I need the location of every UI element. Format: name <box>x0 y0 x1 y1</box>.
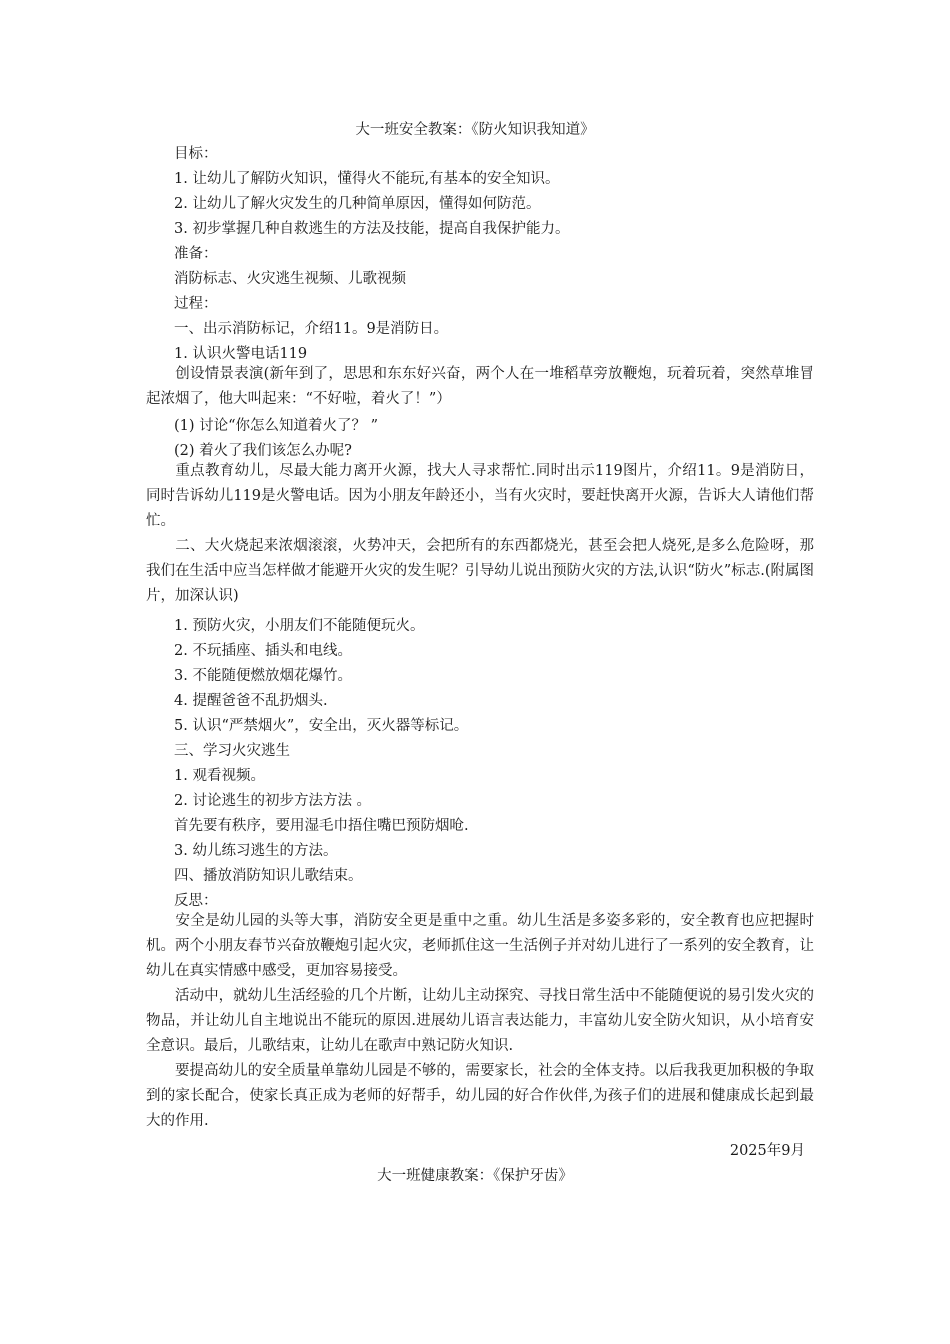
section-heading-1: 一、出示消防标记，介绍11。9是消防日。 <box>174 321 449 337</box>
goal-item: 1. 让幼儿了解防火知识，懂得火不能玩,有基本的安全知识。 <box>174 171 560 187</box>
list-item: 5. 认识“严禁烟火”，安全出，灭火器等标记。 <box>174 718 469 734</box>
scene-paragraph <box>146 362 814 412</box>
goal-item: 2. 让幼儿了解火灾发生的几种简单原因，懂得如何防范。 <box>174 196 541 212</box>
prep-text: 消防标志、火灾逃生视频、儿歌视频 <box>174 271 406 287</box>
reflection-text: 活动中，就幼儿生活经验的几个片断，让幼儿主动探究、寻找日常生活中不能随便说的易引发火灾的物品，并让幼儿自主地说出不能玩的原因.进展幼儿语言表达能力，丰富幼儿安全防火知识，从小培育安全意识。最后，儿歌结束，让幼儿在歌声中熟记防火知识. <box>146 988 814 1054</box>
section-2-text: 二、大火烧起来浓烟滚滚，火势冲天，会把所有的东西都烧光，甚至会把人烧死,是多么危险呀，那我们在生活中应当怎样做才能避开火灾的发生呢？引导幼儿说出预防火灾的方法,认识“防火”标志.(附属图片，加深认识) <box>146 538 814 604</box>
reflection-text: 安全是幼儿园的头等大事，消防安全更是重中之重。幼儿生活是多姿多彩的，安全教育也应把握时机。两个小朋友春节兴奋放鞭炮引起火灾，老师抓住这一生活例子并对幼儿进行了一系列的安全教育，让幼儿在真实情感中感受，更加容易接受。 <box>146 913 814 979</box>
escape-note: 首先要有秩序，要用湿毛巾捂住嘴巴预防烟呛. <box>174 818 469 834</box>
document-title: 大一班安全教案：《防火知识我知道》 <box>355 122 595 138</box>
discussion-question: (1) 讨论“你怎么知道着火了？ ” <box>174 418 379 434</box>
reflection-paragraph <box>146 909 814 984</box>
education-text: 重点教育幼儿，尽最大能力离开火源，找大人寻求帮忙.同时出示119图片，介绍11。9是消防日，同时告诉幼儿119是火警电话。因为小朋友年龄还小，当有火灾时，要赶快离开火源，告诉大人请他们帮忙。 <box>146 463 814 529</box>
prep-heading: 准备： <box>174 246 218 262</box>
list-item: 3. 不能随便燃放烟花爆竹。 <box>174 668 352 684</box>
next-document-title: 大一班健康教案：《保护牙齿》 <box>377 1168 573 1184</box>
section-heading-3: 三、学习火灾逃生 <box>174 743 290 759</box>
list-item: 2. 不玩插座、插头和电线。 <box>174 643 352 659</box>
list-item: 1. 观看视频。 <box>174 768 265 784</box>
reflection-text: 要提高幼儿的安全质量单靠幼儿园是不够的，需要家长，社会的全体支持。以后我我更加积极的争取到的家长配合，使家长真正成为老师的好帮手，幼儿园的好合作伙伴,为孩子们的进展和健康成长起到最大的作用. <box>146 1063 814 1129</box>
list-item: 1. 预防火灾，小朋友们不能随便玩火。 <box>174 618 425 634</box>
scene-text: 创设情景表演(新年到了，思思和东东好兴奋，两个人在一堆稻草旁放鞭炮，玩着玩着，突然草堆冒起浓烟了，他大叫起来：“不好啦，着火了！”） <box>146 366 814 407</box>
list-item: 1. 认识火警电话119 <box>174 346 308 362</box>
list-item: 2. 讨论逃生的初步方法方法 。 <box>174 793 372 809</box>
goal-item: 3. 初步掌握几种自救逃生的方法及技能，提高自我保护能力。 <box>174 221 570 237</box>
goal-heading: 目标： <box>174 146 218 162</box>
education-paragraph <box>146 459 814 534</box>
reflection-paragraph <box>146 984 814 1059</box>
discussion-question: (2) 着火了我们该怎么办呢? <box>174 443 352 459</box>
document-date: 2025年9月 <box>729 1143 805 1159</box>
section-heading-2 <box>146 534 814 609</box>
list-item: 4. 提醒爸爸不乱扔烟头. <box>174 693 328 709</box>
reflection-paragraph <box>146 1059 814 1134</box>
section-heading-4: 四、播放消防知识儿歌结束。 <box>174 868 363 884</box>
reflection-heading: 反思： <box>174 893 218 909</box>
list-item: 3. 幼儿练习逃生的方法。 <box>174 843 338 859</box>
process-heading: 过程： <box>174 296 218 312</box>
